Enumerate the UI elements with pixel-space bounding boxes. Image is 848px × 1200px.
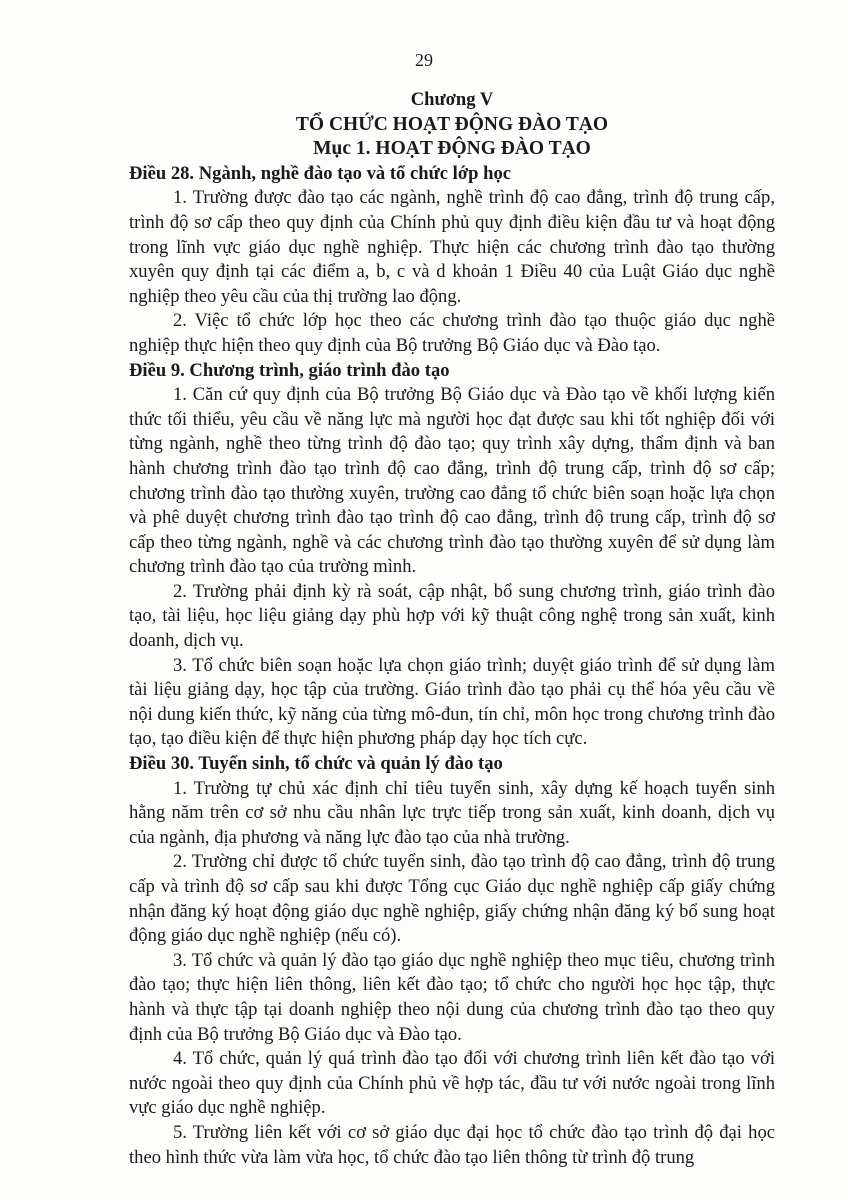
article-28-paragraph-2: 2. Việc tổ chức lớp học theo các chương trình đào tạo thuộc giáo dục nghề nghiệp thực hiện theo quy định của Bộ trưởng Bộ Giáo dục và Đào tạo. (129, 310, 775, 356)
document-body (129, 88, 775, 1170)
article-28-heading: Điều 28. Ngành, nghề đào tạo và tổ chức lớp học (129, 162, 511, 184)
article-30-paragraph-4: 4. Tổ chức, quản lý quá trình đào tạo đối với chương trình liên kết đào tạo với nước ngoài theo quy định của Chính phủ về hợp tác, đầu tư với nước ngoài trong lĩnh vực giáo dục nghề nghiệp. (129, 1048, 775, 1119)
page-number: 29 (415, 50, 433, 70)
article-29-paragraph-2: 2. Trường phải định kỳ rà soát, cập nhật, bổ sung chương trình, giáo trình đào tạo, tài liệu, học liệu giảng dạy phù hợp với kỹ thuật công nghệ trong sản xuất, kinh doanh, dịch vụ. (129, 580, 775, 652)
article-30-paragraph-2: 2. Trường chỉ được tổ chức tuyển sinh, đào tạo trình độ cao đẳng, trình độ trung cấp và trình độ sơ cấp sau khi được Tổng cục Giáo dục nghề nghiệp cấp giấy chứng nhận đăng ký hoạt động giáo dục nghề nghiệp, giấy chứng nhận đăng ký bổ sung hoạt động giáo dục nghề nghiệp (nếu có). (129, 851, 775, 947)
chapter-title: TỔ CHỨC HOẠT ĐỘNG ĐÀO TẠO (295, 113, 609, 135)
article-28-paragraph-1: 1. Trường được đào tạo các ngành, nghề trình độ cao đẳng, trình độ trung cấp, trình độ sơ cấp theo quy định của Chính phủ quy định điều kiện đầu tư và hoạt động trong lĩnh vực giáo dục nghề nghiệp. Thực hiện các chương trình đào tạo thường xuyên quy định tại các điểm a, b, c và d khoản 1 Điều 40 của Luật Giáo dục nghề nghiệp theo yêu cầu của thị trường lao động. (129, 187, 775, 307)
article-29-paragraph-3: 3. Tổ chức biên soạn hoặc lựa chọn giáo trình; duyệt giáo trình để sử dụng làm tài liệu giảng dạy, học tập của trường. Giáo trình đào tạo phải cụ thể hóa yêu cầu về nội dung kiến thức, kỹ năng của từng mô-đun, tín chỉ, môn học trong chương trình đào tạo, tạo điều kiện để thực hiện phương pháp dạy học tích cực. (129, 654, 775, 750)
article-30-paragraph-3: 3. Tổ chức và quản lý đào tạo giáo dục nghề nghiệp theo mục tiêu, chương trình đào tạo; thực hiện liên thông, liên kết đào tạo; tổ chức cho người học học tập, thực hành và thực tập tại doanh nghiệp theo nội dung của chương trình đào tạo theo quy định của Bộ trưởng Bộ Giáo dục và Đào tạo. (129, 949, 775, 1045)
article-29-paragraph-1: 1. Căn cứ quy định của Bộ trưởng Bộ Giáo dục và Đào tạo về khối lượng kiến thức tối thiểu, yêu cầu về năng lực mà người học đạt được sau khi tốt nghiệp đối với từng ngành, nghề theo từng trình độ đào tạo; quy trình xây dựng, thẩm định và ban hành chương trình đào tạo trình độ cao đẳng, trình độ trung cấp, trình độ sơ cấp; chương trình đào tạo thường xuyên, trường cao đẳng tổ chức biên soạn hoặc lựa chọn và phê duyệt chương trình đào tạo trình độ cao đẳng, trình độ trung cấp, trình độ sơ cấp theo từng ngành, nghề và các chương trình đào tạo thường xuyên để sử dụng làm chương trình đào tạo của trường mình. (129, 384, 775, 578)
article-30-heading: Điều 30. Tuyển sinh, tổ chức và quản lý đào tạo (129, 753, 503, 775)
article-30-paragraph-1: 1. Trường tự chủ xác định chỉ tiêu tuyển sinh, xây dựng kế hoạch tuyển sinh hằng năm trên cơ sở nhu cầu nhân lực trực tiếp trong sản xuất, kinh doanh, dịch vụ của ngành, địa phương và năng lực đào tạo của nhà trường. (129, 777, 775, 848)
article-29-heading: Điều 9. Chương trình, giáo trình đào tạo (129, 359, 450, 381)
chapter-number: Chương V (410, 89, 494, 110)
article-30-paragraph-5: 5. Trường liên kết với cơ sở giáo dục đại học tổ chức đào tạo trình độ đại học theo hình thức vừa làm vừa học, tổ chức đào tạo liên thông từ trình độ trung (129, 1121, 775, 1168)
section-title: Mục 1. HOẠT ĐỘNG ĐÀO TẠO (313, 138, 591, 160)
